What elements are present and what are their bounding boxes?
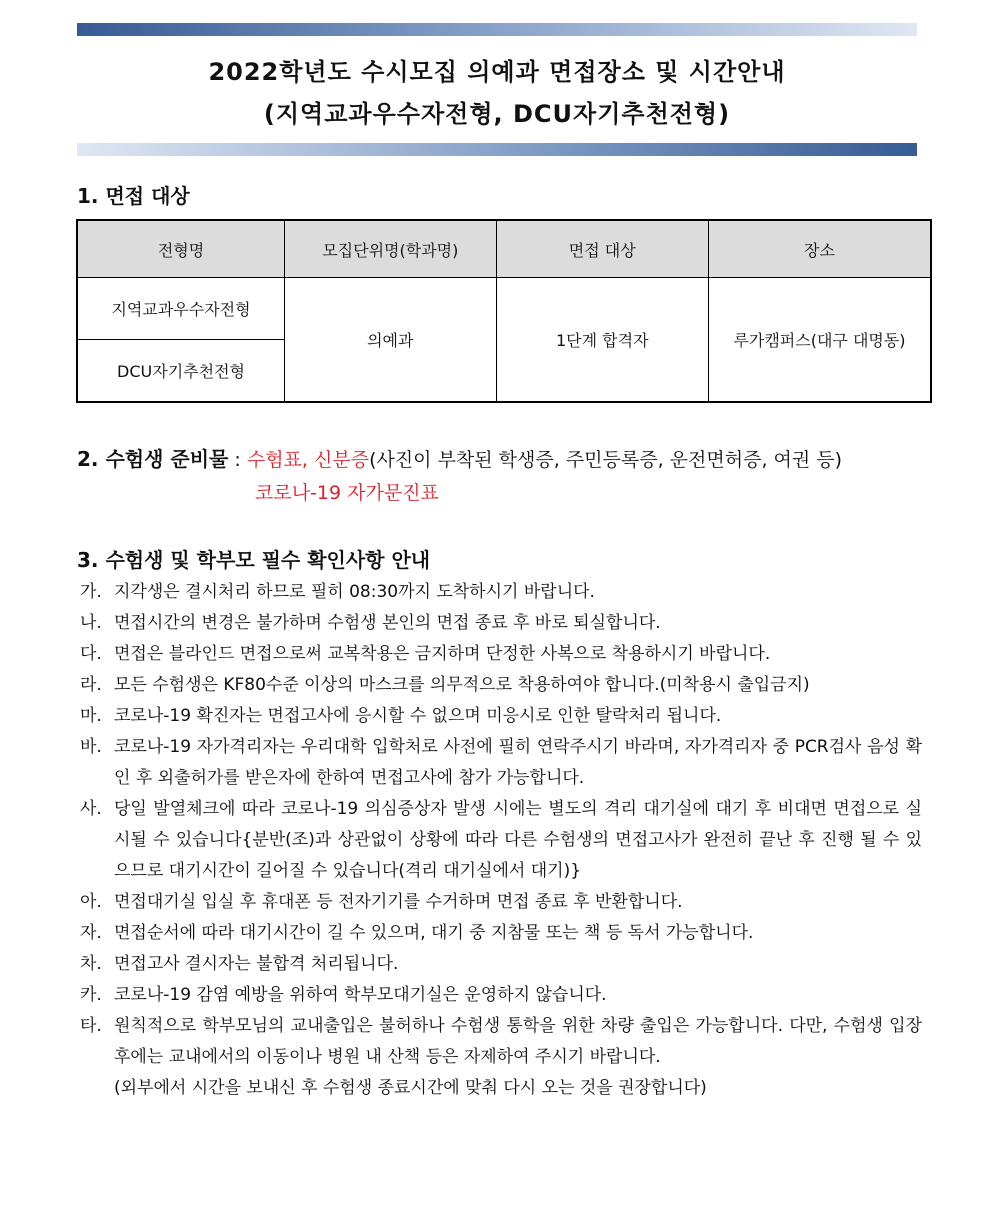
page-subtitle: (지역교과우수자전형, DCU자기추천전형) [263, 100, 731, 128]
list-text: 면접은 블라인드 면접으로써 교복착용은 금지하며 단정한 사복으로 착용하시기 바랍니다. [114, 644, 771, 664]
table-header-cell: 모집단위명(학과명) [285, 220, 496, 278]
list-text: 면접순서에 따라 대기시간이 길 수 있으며, 대기 중 지참물 또는 책 등 독서 가능합니다. [114, 923, 754, 943]
section2-label: 2. 수험생 준비물 [77, 447, 229, 471]
track-name-cell: 지역교과우수자전형 [77, 278, 285, 340]
interview-target-table [76, 219, 932, 403]
list-text: 면접대기실 입실 후 휴대폰 등 전자기기를 수거하며 면접 종료 후 반환합니다. [114, 892, 683, 912]
list-text: 면접시간의 변경은 불가하며 수험생 본인의 면접 종료 후 바로 퇴실합니다. [114, 613, 661, 633]
section3-heading: 3. 수험생 및 학부모 필수 확인사항 안내 [77, 548, 431, 572]
self-check-form-item: 코로나-19 자가문진표 [255, 482, 439, 504]
header-decor-bar [77, 23, 917, 36]
list-item [80, 918, 922, 949]
list-item [80, 732, 922, 794]
list-marker: 카. [80, 985, 102, 1005]
table-header-cell: 면접 대상 [496, 220, 708, 278]
list-item [80, 949, 922, 980]
list-marker: 마. [80, 706, 102, 726]
required-items-highlight: 수험표, 신분증 [246, 449, 370, 471]
required-items-detail: (사진이 부착된 학생증, 주민등록증, 운전면허증, 여권 등) [369, 449, 843, 471]
list-text: 원칙적으로 학부모님의 교내출입은 불허하나 수험생 통학을 위한 차량 출입은 가능합니다. 다만, 수험생 입장 후에는 교내에서의 이동이나 병원 내 산책 등은 자제하여 주시기 바랍니다. [114, 1016, 922, 1067]
list-text: 코로나-19 자가격리자는 우리대학 입학처로 사전에 필히 연락주시기 바라며, 자가격리자 중 PCR검사 음성 확인 후 외출허가를 받은자에 한하여 면접고사에 참가 가능합니다. [114, 737, 922, 788]
table-header-row [77, 220, 931, 278]
list-marker: 차. [80, 954, 102, 974]
department-cell: 의예과 [285, 278, 496, 403]
list-marker: 자. [80, 923, 102, 943]
list-marker: 라. [80, 675, 102, 695]
list-marker: 아. [80, 892, 102, 912]
header-decor-bar-bottom [77, 143, 917, 156]
track-name-cell: DCU자기추천전형 [77, 340, 285, 403]
table-row [77, 278, 931, 340]
page-title: 2022학년도 수시모집 의예과 면접장소 및 시간안내 [208, 58, 786, 86]
list-text: 면접고사 결시자는 불합격 처리됩니다. [114, 954, 399, 974]
list-item [80, 794, 922, 887]
list-item [80, 701, 922, 732]
location-cell: 루가캠퍼스(대구 대명동) [709, 278, 932, 403]
section2-line [77, 442, 842, 477]
list-item [80, 577, 922, 608]
target-cell: 1단계 합격자 [496, 278, 708, 403]
list-item [80, 1011, 922, 1073]
list-text: 지각생은 결시처리 하므로 필히 08:30까지 도착하시기 바랍니다. [114, 582, 595, 602]
list-marker: 가. [80, 582, 102, 602]
list-text: 코로나-19 감염 예방을 위하여 학부모대기실은 운영하지 않습니다. [114, 985, 607, 1005]
notice-list [80, 577, 922, 1104]
list-item [80, 980, 922, 1011]
list-marker: 타. [80, 1016, 102, 1036]
table-header-cell: 장소 [709, 220, 932, 278]
parking-note: (외부에서 시간을 보내신 후 수험생 종료시간에 맞춰 다시 오는 것을 권장합니다) [114, 1078, 707, 1098]
list-text: 코로나-19 확진자는 면접고사에 응시할 수 없으며 미응시로 인한 탈락처리 됩니다. [114, 706, 722, 726]
list-text: 당일 발열체크에 따라 코로나-19 의심증상자 발생 시에는 별도의 격리 대기실에 대기 후 비대면 면접으로 실시될 수 있습니다{분반(조)과 상관없이 상황에 따라 다른 수험생의 면접고사가 완전히 끝난 후 진행 될 수 있으므로 대기시간이 길어질 수 있습니다(격리 대기실에서 대기)} [114, 799, 922, 881]
table-header-cell: 전형명 [77, 220, 285, 278]
list-marker: 나. [80, 613, 102, 633]
list-marker: 바. [80, 737, 102, 757]
list-marker: 다. [80, 644, 102, 664]
list-item [80, 608, 922, 639]
list-item [80, 639, 922, 670]
list-text: 모든 수험생은 KF80수준 이상의 마스크를 의무적으로 착용하여야 합니다.(미착용시 출입금지) [114, 675, 810, 695]
list-item [80, 887, 922, 918]
list-marker: 사. [80, 799, 102, 819]
list-item [80, 670, 922, 701]
section1-heading: 1. 면접 대상 [77, 184, 190, 208]
section2-colon: : [228, 449, 247, 471]
